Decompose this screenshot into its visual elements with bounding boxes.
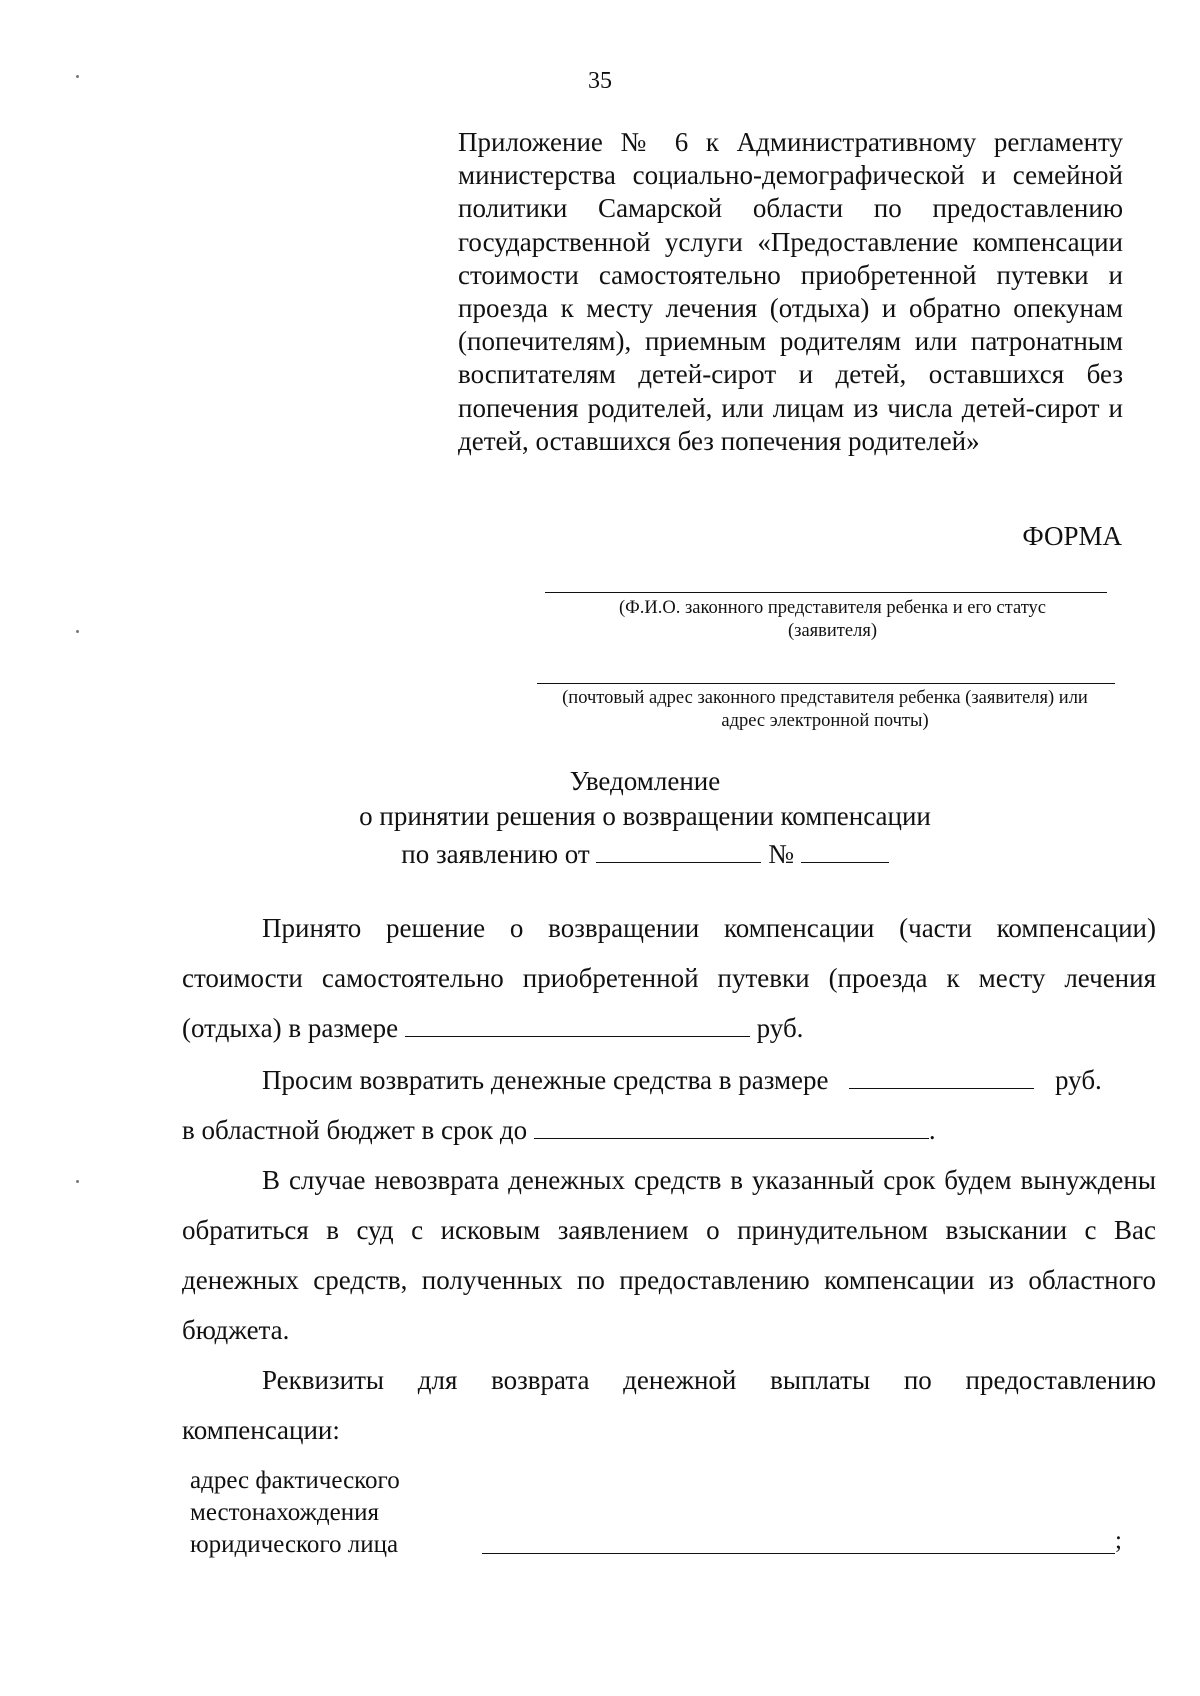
notice-by-statement [0, 836, 1200, 870]
return-deadline-line [182, 1105, 1156, 1155]
notice-title: Уведомление [569, 766, 721, 796]
address-label [190, 1465, 400, 1561]
address-label-line: местонахождения [190, 1499, 379, 1526]
decision-paragraph [182, 903, 1156, 1053]
applicant-address-line[interactable] [537, 683, 1115, 684]
scan-dot [76, 1180, 79, 1183]
deadline-period: . [928, 1115, 936, 1145]
return-deadline-field[interactable] [534, 1112, 929, 1139]
requisites-intro: Реквизиты для возврата денежной выплаты по предоставлению компенсации: [182, 1365, 1156, 1445]
return-request-text: Просим возвратить денежные средства в размере [262, 1065, 829, 1095]
address-label-line: юридического лица [190, 1531, 399, 1558]
address-line-end: ; [1115, 1527, 1122, 1554]
applicant-name-caption: (Ф.И.О. законного представителя ребенка и его статус (заявителя) [618, 598, 1046, 641]
scan-dot [76, 630, 79, 633]
compensation-amount-field[interactable] [405, 1010, 750, 1037]
applicant-name-line[interactable] [545, 592, 1107, 593]
address-label-line: адрес фактического [190, 1467, 400, 1494]
return-request-unit: руб. [1055, 1065, 1102, 1095]
number-sign: № [768, 839, 794, 869]
notice-subtitle: о принятии решения о возвращении компенсации [359, 801, 931, 831]
form-label: ФОРМА [1022, 521, 1122, 551]
statement-prefix: по заявлению от [401, 839, 590, 869]
return-deadline-text: в областной бюджет в срок до [182, 1115, 528, 1145]
return-request-line [182, 1055, 1156, 1105]
decision-text: Принято решение о возвращении компенсации (части компенсации) стоимости самостоятельно приобретенной путевки (проезда к месту лечения (отдыха) в размере [182, 913, 1156, 1043]
page-number: 35 [588, 68, 612, 94]
statement-date-field[interactable] [596, 836, 761, 863]
address-field-line[interactable] [482, 1553, 1115, 1554]
applicant-address-caption: (почтовый адрес законного представителя ребенка (заявителя) или адрес электронной почты) [562, 688, 1088, 731]
statement-number-field[interactable] [801, 836, 889, 863]
warning-paragraph: В случае невозврата денежных средств в указанный срок будем вынуждены обратиться в суд с исковым заявлением о принудительном взыскании с Вас денежных средств, полученных по предоставлению компенсации из областного бюджета. [182, 1165, 1156, 1345]
decision-unit: руб. [756, 1013, 804, 1043]
appendix-heading: Приложение № 6 к Административному регламенту министерства социально-демографической и семейной политики Самарской области по предоставлению государственной услуги «Предоставление компенсации стоимости самостоятельно приобретенной путевки и проезда к месту лечения (отдыха) и обратно опекунам (попечителям), приемным родителям или патронатным воспитателям детей-сирот и детей, оставшихся без попечения родителей, или лицам из числа детей-сирот и детей, оставшихся без попечения родителей» [458, 127, 1123, 456]
return-amount-field[interactable] [849, 1062, 1034, 1089]
